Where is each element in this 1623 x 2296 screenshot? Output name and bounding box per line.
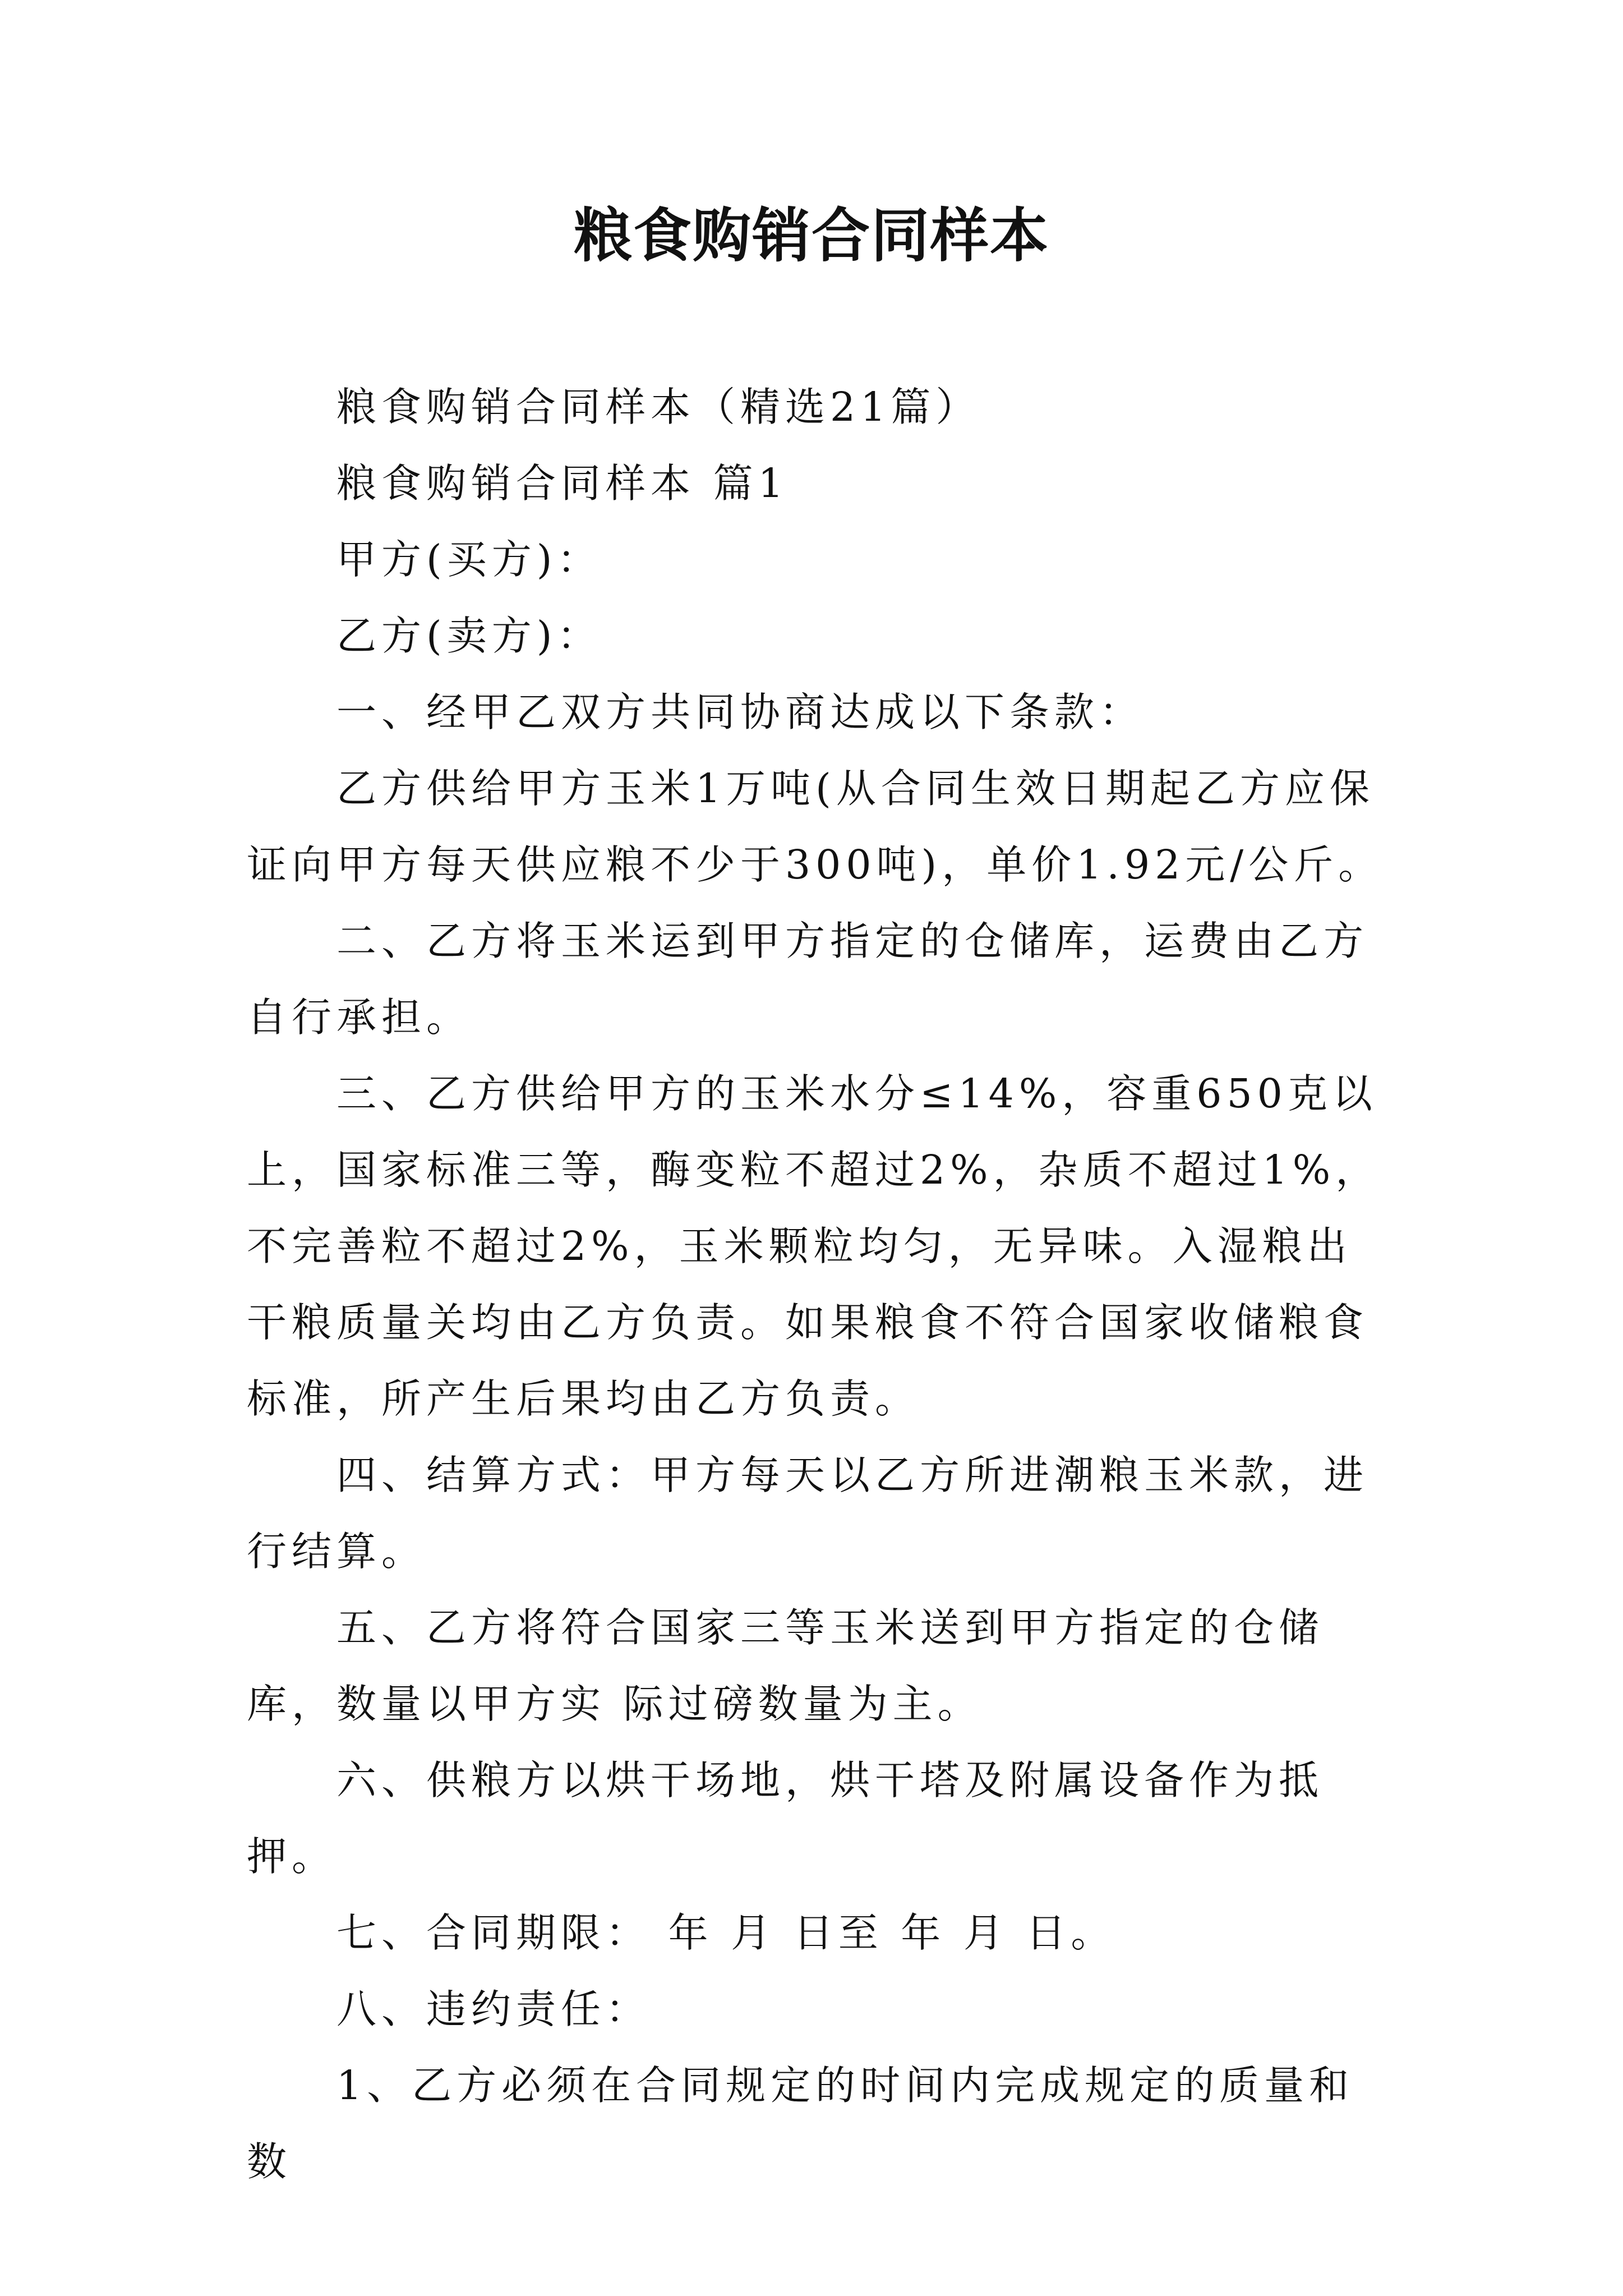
paragraph-clause-8: 八、违约责任： — [336, 1986, 651, 2032]
paragraph-clause-5: 五、乙方将符合国家三等玉米送到甲方指定的仓储库，数量以甲方实 际过磅数量为主。 — [247, 1604, 1324, 1727]
paragraph-clause-2: 二、乙方将玉米运到甲方指定的仓储库，运费由乙方自行承担。 — [247, 918, 1369, 1041]
paragraph-clause-7: 七、合同期限： 年 月 日至 年 月 日。 — [336, 1910, 1116, 1956]
paragraph-clause-3: 三、乙方供给甲方的玉米水分≤14%，容重650克以上，国家标准三等，酶变粒不超过2%，杂质不超过1%，不完善粒不超过2%，玉米颗粒均匀，无异味。入湿粮出干粮质量关均由乙方负责。如果粮食不符合国家收储粮食标准，所产生后果均由乙方负责。 — [247, 1070, 1381, 1422]
paragraph-clause-8-item-1: 1、乙方必须在合同规定的时间内完成规定的质量和数 — [247, 2062, 1354, 2185]
document-body — [247, 369, 1391, 2200]
paragraph-clause-1: 一、经甲乙双方共同协商达成以下条款： — [336, 689, 1145, 735]
paragraph-supply-terms: 乙方供给甲方玉米1万吨(从合同生效日期起乙方应保证向甲方每天供应粮不少于300吨)，单价1.92元/公斤。 — [247, 765, 1384, 888]
paragraph-clause-6: 六、供粮方以烘干场地，烘干塔及附属设备作为抵押。 — [247, 1757, 1324, 1880]
paragraph-article-heading: 粮食购销合同样本 篇1 — [336, 460, 789, 507]
paragraph-clause-4: 四、结算方式：甲方每天以乙方所进潮粮玉米款，进行结算。 — [247, 1452, 1369, 1575]
document-title: 粮食购销合同样本 — [573, 201, 1049, 270]
paragraph-party-b: 乙方(卖方)： — [336, 613, 602, 659]
paragraph-party-a: 甲方(买方)： — [336, 536, 602, 583]
paragraph-collection-title: 粮食购销合同样本（精选21篇） — [336, 384, 981, 430]
